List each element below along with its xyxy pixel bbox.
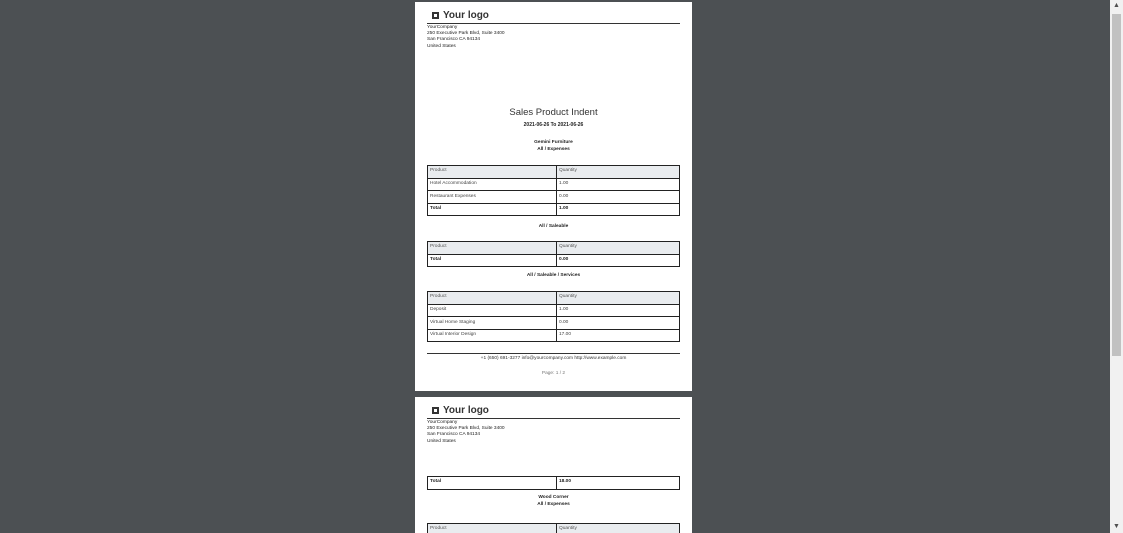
table-total-row [428,203,680,216]
product-table [427,476,680,490]
page-number: Page: 1 / 2 [541,371,566,376]
company-logo [427,8,680,24]
company-name: YourCompany [427,25,458,30]
table-row [428,317,680,330]
column-header-quantity: Quantity [557,166,680,179]
section-category: All / Expenses [537,147,570,152]
table-header-row [428,524,680,533]
image-icon [432,12,439,19]
product-cell: Deposit [428,304,557,317]
product-table [427,241,680,267]
product-cell: Hotel Accommodation [428,178,557,191]
total-label: Total [428,477,557,490]
company-address-line1: 250 Executive Park Blvd, Suite 3400 [427,31,505,37]
company-address-line1: 250 Executive Park Blvd, Suite 3400 [427,426,505,432]
table-header-row [428,292,680,305]
logo-text: Your logo [443,10,489,21]
quantity-cell: 1.00 [557,304,680,317]
company-name: YourCompany [427,420,458,425]
table-row [428,191,680,204]
total-label: Total [428,203,557,216]
report-title: Sales Product Indent [509,107,598,118]
product-cell: Virtual Home Staging [428,317,557,330]
total-value: 1.00 [557,203,680,216]
table-row [428,178,680,191]
customer-name: Wood Corner [538,495,569,500]
scroll-up-icon[interactable]: ▲ [1113,2,1120,9]
company-address [427,420,680,445]
product-table [427,291,680,342]
product-table [427,523,680,533]
scrollbar-thumb[interactable] [1112,14,1121,356]
vertical-scrollbar[interactable] [1110,0,1123,533]
total-value: 0.00 [557,254,680,267]
column-header-product: Product [428,242,557,255]
column-header-product: Product [428,524,557,533]
company-address-line2: San Francisco CA 94134 [427,432,481,438]
table-total-row [428,254,680,267]
product-cell: Restaurant Expenses [428,191,557,204]
product-cell: Virtual Interior Design [428,329,557,342]
report-page-1 [415,2,692,391]
company-header [427,8,680,50]
report-page-2 [415,397,692,533]
company-address [427,25,680,50]
quantity-cell: 0.00 [557,191,680,204]
table-row [428,329,680,342]
quantity-cell: 17.00 [557,329,680,342]
column-header-quantity: Quantity [557,292,680,305]
scroll-down-icon[interactable]: ▼ [1113,523,1120,530]
quantity-cell: 0.00 [557,317,680,330]
report-date-range: 2021-06-26 To 2021-06-26 [523,122,584,128]
company-country: United States [427,43,456,49]
company-country: United States [427,438,456,444]
table-total-row [428,477,680,490]
customer-name: Gemini Furniture [534,140,573,145]
column-header-product: Product [428,166,557,179]
section-category: All / Expenses [537,502,570,507]
table-header-row [428,166,680,179]
table-row [428,304,680,317]
product-table [427,165,680,216]
column-header-quantity: Quantity [557,242,680,255]
column-header-product: Product [428,292,557,305]
company-address-line2: San Francisco CA 94134 [427,37,481,43]
company-logo [427,403,680,419]
quantity-cell: 1.00 [557,178,680,191]
column-header-quantity: Quantity [557,524,680,533]
section-category: All / Saleable / Services [526,273,581,278]
section-category: All / Saleable [538,224,569,229]
page-footer: +1 (650) 691-3277 info@yourcompany.com http://www.example.com [427,353,680,361]
image-icon [432,407,439,414]
company-header [427,403,680,445]
logo-text: Your logo [443,405,489,416]
total-value: 18.00 [557,477,680,490]
total-label: Total [428,254,557,267]
table-header-row [428,242,680,255]
